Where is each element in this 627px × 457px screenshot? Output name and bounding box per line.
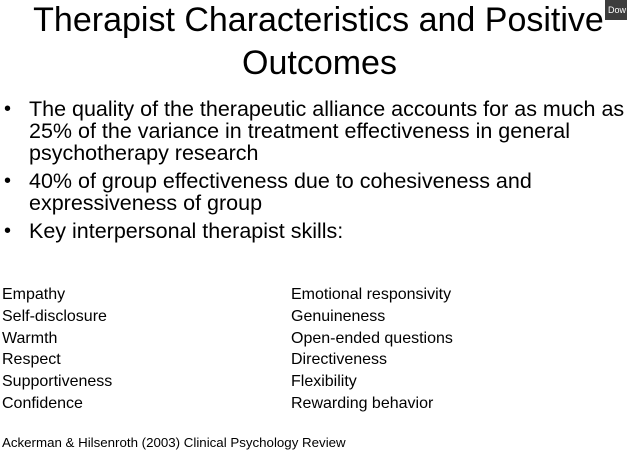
bullet-marker: •: [4, 220, 12, 242]
skill-item: Emotional responsivity: [291, 286, 452, 303]
slide-title: [0, 0, 627, 84]
title-line-2: Outcomes: [242, 44, 397, 82]
skills-column-left: [2, 284, 112, 415]
skill-item: Flexibility: [291, 373, 357, 391]
title-line-1: Therapist Characteristics and Positive: [33, 1, 604, 39]
skill-item: Open-ended questions: [291, 329, 453, 347]
citation: Ackerman & Hilsenroth (2003) Clinical Psychology Review: [2, 435, 346, 450]
skill-item: Respect: [2, 351, 61, 369]
skill-item: Warmth: [2, 329, 58, 347]
bullet-text: The quality of the therapeutic alliance accounts for as much as 25% of the variance in treatment effectiveness in general psychotherapy research: [29, 97, 625, 165]
bullet-item: [0, 170, 627, 214]
skill-item: Directiveness: [291, 351, 388, 369]
bullet-marker: •: [4, 170, 12, 192]
bullet-list: [0, 98, 627, 248]
bullet-marker: •: [4, 98, 12, 120]
skill-item: Rewarding behavior: [291, 394, 434, 412]
skill-item: Self-disclosure: [2, 307, 107, 325]
skill-item: Confidence: [2, 394, 83, 412]
skills-column-right: [291, 284, 453, 415]
bullet-text: 40% of group effectiveness due to cohesiveness and expressiveness of group: [29, 169, 532, 215]
download-button[interactable]: Dow: [605, 0, 627, 20]
skill-item: Empathy: [2, 286, 66, 303]
skill-item: Genuineness: [291, 307, 386, 325]
bullet-item: [0, 220, 627, 242]
skill-item: Supportiveness: [2, 373, 113, 391]
bullet-text: Key interpersonal therapist skills:: [29, 219, 344, 243]
bullet-item: [0, 98, 627, 164]
